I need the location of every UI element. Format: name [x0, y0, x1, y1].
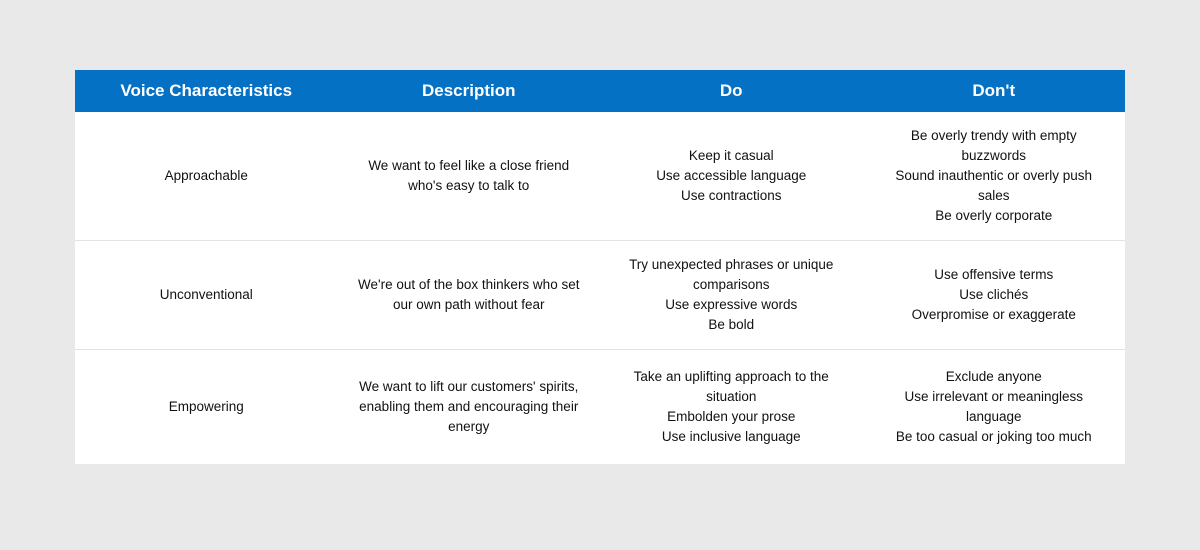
column-header-voice-characteristics: Voice Characteristics	[75, 70, 338, 112]
table-row	[75, 350, 1125, 465]
do-item: Take an uplifting approach to the situation	[633, 369, 829, 404]
cell-description: We want to feel like a close friend who's easy to talk to	[338, 112, 601, 241]
dont-item: Sound inauthentic or overly push sales	[895, 168, 1093, 203]
cell-do	[600, 112, 863, 241]
column-header-dont: Don't	[863, 70, 1126, 112]
cell-characteristic: Empowering	[75, 350, 338, 465]
cell-do	[600, 350, 863, 465]
do-item: Use accessible language	[656, 168, 807, 183]
table-row	[75, 241, 1125, 350]
voice-characteristics-table	[75, 70, 1125, 464]
do-item: Embolden your prose	[667, 409, 796, 424]
do-item: Use expressive words	[665, 297, 798, 312]
dont-item: Exclude anyone	[945, 369, 1042, 384]
table-row	[75, 112, 1125, 241]
cell-dont	[863, 350, 1126, 465]
dont-item: Be overly corporate	[935, 208, 1053, 223]
dont-item: Overpromise or exaggerate	[911, 307, 1076, 322]
cell-do	[600, 241, 863, 350]
column-header-do: Do	[600, 70, 863, 112]
column-header-description: Description	[338, 70, 601, 112]
do-item: Use inclusive language	[661, 429, 801, 444]
cell-characteristic: Approachable	[75, 112, 338, 241]
dont-item: Use offensive terms	[934, 267, 1054, 282]
do-item: Use contractions	[680, 188, 782, 203]
table-body	[75, 112, 1125, 464]
do-item: Keep it casual	[688, 148, 774, 163]
dont-item: Use irrelevant or meaningless language	[904, 389, 1084, 424]
table-header-row	[75, 70, 1125, 112]
dont-item: Be too casual or joking too much	[895, 429, 1092, 444]
do-item: Be bold	[708, 317, 755, 332]
do-item: Try unexpected phrases or unique comparisons	[629, 257, 834, 292]
cell-dont	[863, 112, 1126, 241]
dont-item: Use clichés	[959, 287, 1029, 302]
cell-description: We're out of the box thinkers who set our own path without fear	[338, 241, 601, 350]
voice-characteristics-table-container	[75, 70, 1125, 464]
cell-characteristic: Unconventional	[75, 241, 338, 350]
cell-dont	[863, 241, 1126, 350]
cell-description: We want to lift our customers' spirits, enabling them and encouraging their energy	[338, 350, 601, 465]
table-header	[75, 70, 1125, 112]
dont-item: Be overly trendy with empty buzzwords	[910, 128, 1077, 163]
